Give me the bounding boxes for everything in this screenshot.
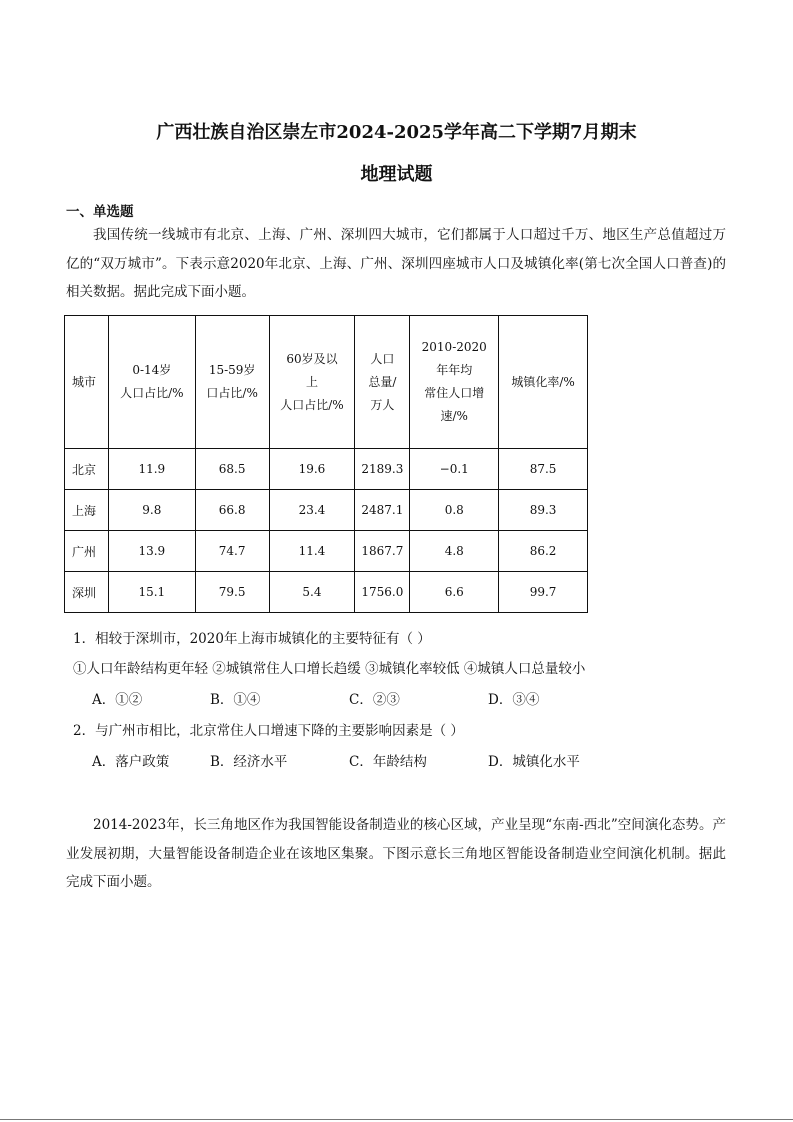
header-population: 人口 总量/ 万人 xyxy=(355,316,410,449)
header-urbanization: 城镇化率/% xyxy=(499,316,588,449)
cell: 99.7 xyxy=(499,572,588,613)
table-header-row xyxy=(65,316,588,449)
cell: 87.5 xyxy=(499,449,588,490)
cell: 89.3 xyxy=(499,490,588,531)
document-subtitle: 地理试题 xyxy=(360,164,433,185)
table-row xyxy=(65,449,588,490)
table-row xyxy=(65,572,588,613)
cell: 9.8 xyxy=(108,490,195,531)
document-title: 广西壮族自治区崇左市2024-2025学年高二下学期7月期末 xyxy=(156,122,637,143)
cell: 13.9 xyxy=(108,531,195,572)
cell-city: 北京 xyxy=(65,449,109,490)
cell: −0.1 xyxy=(410,449,499,490)
table-row xyxy=(65,531,588,572)
page-bottom-divider xyxy=(0,1119,793,1120)
cell: 74.7 xyxy=(195,531,269,572)
header-age-60-plus: 60岁及以 上 人口占比/% xyxy=(269,316,355,449)
section-heading: 一、单选题 xyxy=(66,204,134,220)
question-1-option-d[interactable]: D．③④ xyxy=(488,692,540,708)
cell: 5.4 xyxy=(269,572,355,613)
question-2-option-d[interactable]: D．城镇化水平 xyxy=(488,754,580,770)
question-1-statements: ①人口年龄结构更年轻 ②城镇常住人口增长趋缓 ③城镇化率较低 ④城镇人口总量较小 xyxy=(73,661,586,677)
cell: 11.4 xyxy=(269,531,355,572)
cell-city: 广州 xyxy=(65,531,109,572)
cell-city: 上海 xyxy=(65,490,109,531)
cell: 11.9 xyxy=(108,449,195,490)
cell: 79.5 xyxy=(195,572,269,613)
question-1-stem: 1．相较于深圳市，2020年上海市城镇化的主要特征有（ ） xyxy=(73,631,431,647)
cell: 1867.7 xyxy=(355,531,410,572)
cell: 66.8 xyxy=(195,490,269,531)
header-age-0-14: 0-14岁 人口占比/% xyxy=(108,316,195,449)
intro-paragraph xyxy=(66,221,726,307)
cell: 6.6 xyxy=(410,572,499,613)
cell: 1756.0 xyxy=(355,572,410,613)
second-paragraph-text: 2014-2023年，长三角地区作为我国智能设备制造业的核心区域，产业呈现“东南-西北”空间演化态势。产业发展初期，大量智能设备制造企业在该地区集聚。下图示意长三角地区智能设备制造业空间演化机制。据此完成下面小题。 xyxy=(66,817,726,890)
second-paragraph xyxy=(66,811,726,897)
table-row xyxy=(65,490,588,531)
cell: 15.1 xyxy=(108,572,195,613)
question-1-option-a[interactable]: A．①② xyxy=(92,692,143,708)
question-2-option-c[interactable]: C．年龄结构 xyxy=(349,754,427,770)
cell: 68.5 xyxy=(195,449,269,490)
cell: 86.2 xyxy=(499,531,588,572)
cell: 0.8 xyxy=(410,490,499,531)
question-1-option-b[interactable]: B．①④ xyxy=(210,692,261,708)
cell: 23.4 xyxy=(269,490,355,531)
header-city: 城市 xyxy=(65,316,109,449)
cell: 19.6 xyxy=(269,449,355,490)
header-growth-rate: 2010-2020 年年均 常住人口增 速/% xyxy=(410,316,499,449)
question-2-option-a[interactable]: A．落户政策 xyxy=(92,754,170,770)
cell: 4.8 xyxy=(410,531,499,572)
cell-city: 深圳 xyxy=(65,572,109,613)
cell: 2189.3 xyxy=(355,449,410,490)
intro-text: 我国传统一线城市有北京、上海、广州、深圳四大城市，它们都属于人口超过千万、地区生产总值超过万亿的“双万城市”。下表示意2020年北京、上海、广州、深圳四座城市人口及城镇化率(第七次全国人口普查)的相关数据。据此完成下面小题。 xyxy=(66,227,726,300)
question-2-option-b[interactable]: B．经济水平 xyxy=(210,754,288,770)
question-2-stem: 2．与广州市相比，北京常住人口增速下降的主要影响因素是（ ） xyxy=(73,723,464,739)
header-age-15-59: 15-59岁 口占比/% xyxy=(195,316,269,449)
population-table xyxy=(64,315,588,613)
question-1-option-c[interactable]: C．②③ xyxy=(349,692,400,708)
cell: 2487.1 xyxy=(355,490,410,531)
